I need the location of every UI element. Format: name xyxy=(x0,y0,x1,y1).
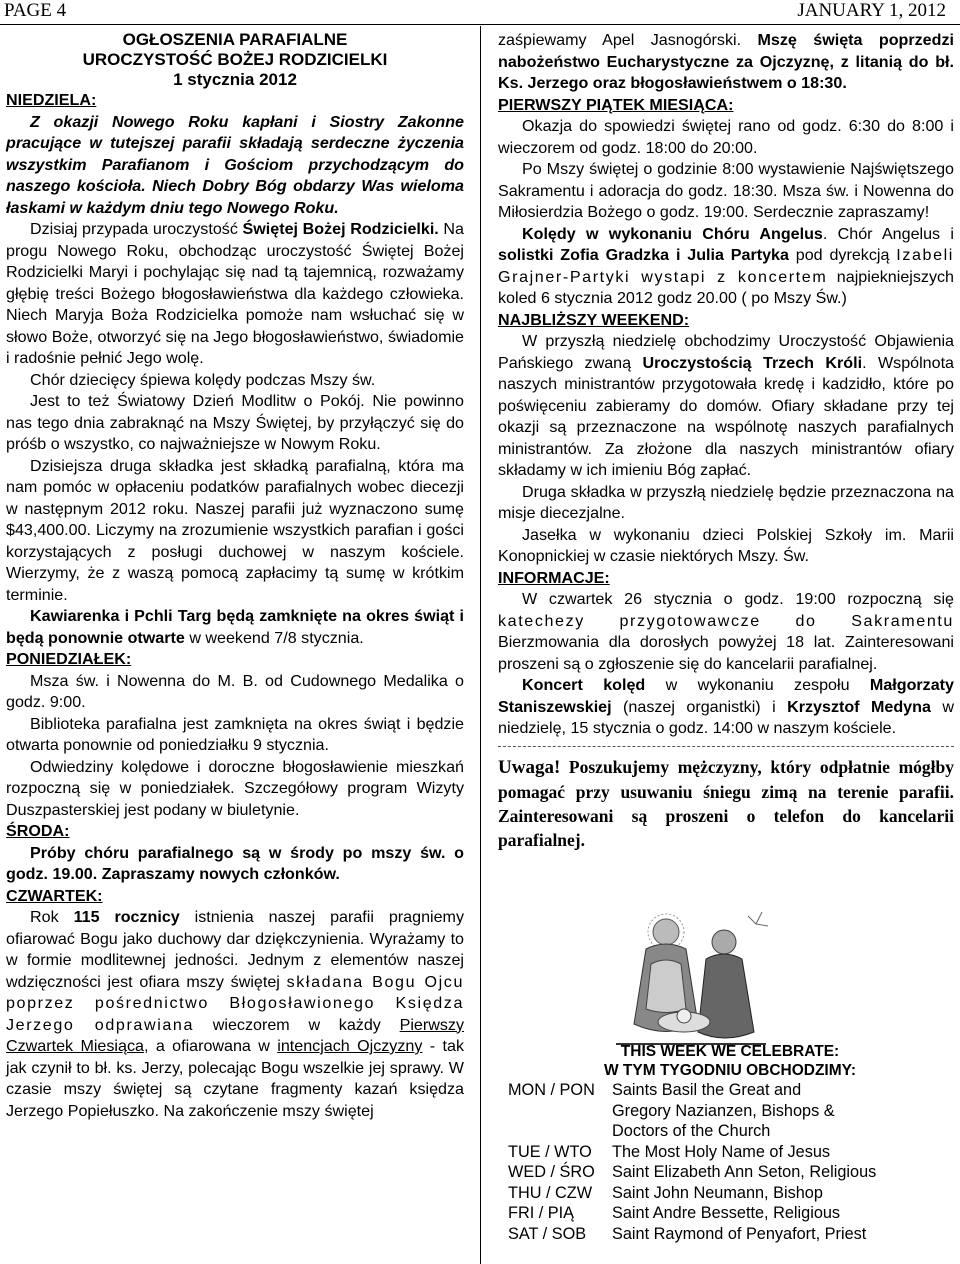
nativity-play: Jasełka w wykonaniu dzieci Polskiej Szkoły im. Marii Konopnickiej w czasie niektórych Mszy. Św. xyxy=(498,525,954,565)
thursday-heading: CZWARTEK: xyxy=(6,886,103,905)
left-column xyxy=(6,30,464,1122)
celebrate-title-en: THIS WEEK WE CELEBRATE: xyxy=(620,1043,840,1060)
choir-rehearsal: Próby chóru parafialnego są w środy po mszy św. o godz. 19.00. Zapraszamy nowych członków. xyxy=(6,843,464,883)
celebrate-title-pl: W TYM TYGODNIU OBCHODZIMY: xyxy=(604,1062,856,1079)
column-divider xyxy=(480,26,481,1264)
wednesday-heading: ŚRODA: xyxy=(6,822,70,840)
library-note: Biblioteka parafialna jest zamknięta na okres świąt i będzie otwarta ponownie od poniedziałku 9 stycznia. xyxy=(6,714,464,754)
bulletin-title: OGŁOSZENIA PARAFIALNE xyxy=(122,30,348,49)
confirmation-note: W czwartek 26 stycznia o godz. 19:00 rozpoczną się katechezy przygotowawcze do Sakramentu Bierzmowania dla dorosłych powyżej 18 lat. Zainteresowani proszeni są o zgłoszenie się do kancelarii parafialnej. xyxy=(498,590,954,673)
monday-heading: PONIEDZIAŁEK: xyxy=(6,650,132,668)
page-number: PAGE 4 xyxy=(4,0,67,21)
cafe-note: Kawiarenka i Pchli Targ będą zamknięte na okres świąt i będą ponownie otwarte w weekend 7/8 stycznia. xyxy=(6,607,464,647)
missions-collection: Druga składka w przyszłą niedzielę będzie przeznaczona na misje diecezjalne. xyxy=(498,482,954,522)
saint-row: TUE / WTO The Most Holy Name of Jesus xyxy=(508,1142,831,1161)
holy-family-illustration xyxy=(606,904,776,1054)
saint-row: Doctors of the Church xyxy=(612,1122,771,1140)
first-friday-heading: PIERWSZY PIĄTEK MIESIĄCA: xyxy=(498,95,734,114)
anniversary-paragraph: Rok 115 rocznicy istnienia naszej parafii pragniemy ofiarować Bogu jako duchowy dar dziękczynienia. Wyrażamy to w formie modlitewnej jedności. Jednym z elementów naszej wdzięczności jest ofiara mszy świętej składana Bogu Ojcu poprzez pośrednictwo Błogosławionego Księdza Jerzego odprawiana wieczorem w każdy Pierwszy Czwartek Miesiąca, a ofiarowana w intencjach Ojczyzny - tak jak czynił to bł. ks. Jerzy, polecając Bogu wszelkie jej sprawy. W czasie mszy świętej są czytane fragmenty kazań księdza Jerzego Popiełuszko. Na zakończenie mszy świętej xyxy=(6,908,465,1120)
info-heading: INFORMACJE: xyxy=(498,568,610,587)
feast-paragraph: Dzisiaj przypada uroczystość Świętej Bożej Rodzicielki. Na progu Nowego Roku, obchodząc uroczystość Świętej Bożej Rodzicielki Maryi i pochylając się nad tą tajemnicą, rozważamy głębię treści Bożego błogosławieństwa dla każdego człowieka. Niech Maryja Boża Rodzicielka pomoże nam wsłuchać się w słowo Boże, otworzyć się na Jego błogosławieństwo, świadomie i radośnie pełnić Jego wolę. xyxy=(6,220,464,367)
confession-times: Okazja do spowiedzi świętej rano od godz. 6:30 do 8:00 i wieczorem od godz. 18:00 do 20:00. xyxy=(498,117,954,157)
carols-concert: Kolędy w wykonaniu Chóru Angelus. Chór Angelus i solistki Zofia Gradzka i Julia Partyka pod dyrekcją Izabeli Grajner-Partyki wystapi z koncertem najpiekniejszych koled 6 stycznia 2012 godz 20.00 ( po Mszy Św.) xyxy=(498,224,955,307)
choir-note: Chór dziecięcy śpiewa kolędy podczas Mszy św. xyxy=(30,370,376,389)
right-column xyxy=(498,30,954,852)
saint-row: Gregory Nazianzen, Bishops & xyxy=(612,1101,835,1120)
page-header xyxy=(0,0,960,25)
feast-title: UROCZYSTOŚĆ BOŻEJ RODZICIELKI xyxy=(82,50,388,69)
saint-row: WED / ŚRO Saint Elizabeth Ann Seton, Religious xyxy=(508,1163,877,1181)
saint-row: THU / CZW Saint John Neumann, Bishop xyxy=(508,1183,823,1202)
monday-mass: Msza św. i Nowenna do M. B. od Cudownego Medalika o godz. 9:00. xyxy=(6,671,464,711)
saint-row: MON / PON Saints Basil the Great and xyxy=(508,1081,802,1099)
new-year-wishes: Z okazji Nowego Roku kapłani i Siostry Zakonne pracujące w tutejszej parafii składają serdeczne życzenia wszystkim Parafianom i Gościom przychodzącym do naszego kościoła. Niech Dobry Bóg obdarzy Was wieloma łaskami w każdym dniu tego Nowego Roku. xyxy=(6,112,464,217)
saint-row: SAT / SOB Saint Raymond of Penyafort, Priest xyxy=(508,1224,867,1243)
weekly-saints-box xyxy=(508,1042,952,1244)
peace-day: Jest to też Światowy Dzień Modlitw o Pokój. Nie powinno nas tego dnia zabraknąć na Mszy Świętej, by przyłączyć się do próśb o wszystko, co najważniejsze w Nowym Roku. xyxy=(6,392,464,453)
adoration-note: Po Mszy świętej o godzinie 8:00 wystawienie Najświętszego Sakramentu i adoracja do godz. 18:30. Msza św. i Nowenna do Miłosierdzia Bożego o godz. 19:00. Serdecznie zapraszamy! xyxy=(498,160,954,221)
snow-removal-notice: Uwaga! Poszukujemy mężczyzny, który odpłatnie mógłby pomagać przy usuwaniu śniegu zimą na terenie parafii. Zainteresowani są proszeni o telefon do kancelarii parafialnej. xyxy=(498,756,954,850)
visits-note: Odwiedziny kolędowe i doroczne błogosławienie mieszkań rozpoczną się w poniedziałek. Szczegółowy program Wizyty Duszpasterskiej jest podany w biuletynie. xyxy=(6,757,464,819)
collection-note: Dzisiejsza druga składka jest składką parafialną, która ma nam pomóc w opłaceniu podatków parafialnych wobec diecezji w następnym 2012 roku. Naszej parafii już wyznaczono sumę $43,400.00. Liczymy na zrozumienie wszystkich parafian i gości korzystających z posługi duchowej w naszym kościele. Wierzymy, że z waszą pomocą zapłacimy tą sumę w krótkim terminie. xyxy=(6,456,464,604)
carol-concert-note: Koncert kolęd w wykonaniu zespołu Małgorzaty Staniszewskiej (naszej organistki) i Krzysztof Medyna w niedzielę, 15 stycznia o godz. 14:00 w naszym kościele. xyxy=(498,676,954,737)
saint-row: FRI / PIĄ Saint Andre Bessette, Religious xyxy=(508,1204,841,1222)
weekend-heading: NAJBLIŻSZY WEEKEND: xyxy=(498,310,690,329)
notice-divider xyxy=(498,746,954,747)
epiphany-note: W przyszłą niedzielę obchodzimy Uroczystość Objawienia Pańskiego zwaną Uroczystością Trzech Króli. Wspólnota naszych ministrantów przygotowała kredę i kadzidło, które po poświęceniu zabieramy do domów. Ofiary składane przy tej okazji są przeznaczone na wspólnotę naszych parafialnych ministrantów. Za złożone dla naszych ministrantów ofiary składamy w ich imieniu Bóg zapłać. xyxy=(498,332,955,479)
issue-date: JANUARY 1, 2012 xyxy=(797,0,946,21)
sunday-heading: NIEDZIELA: xyxy=(6,91,97,109)
thursday-continued: zaśpiewamy Apel Jasnogórski. Mszę święta poprzedzi nabożeństwo Eucharystyczne za Ojczyznę, z litanią do bł. Ks. Jerzego oraz błogosławieństwem o 18:30. xyxy=(498,31,954,92)
feast-date: 1 stycznia 2012 xyxy=(173,70,297,89)
